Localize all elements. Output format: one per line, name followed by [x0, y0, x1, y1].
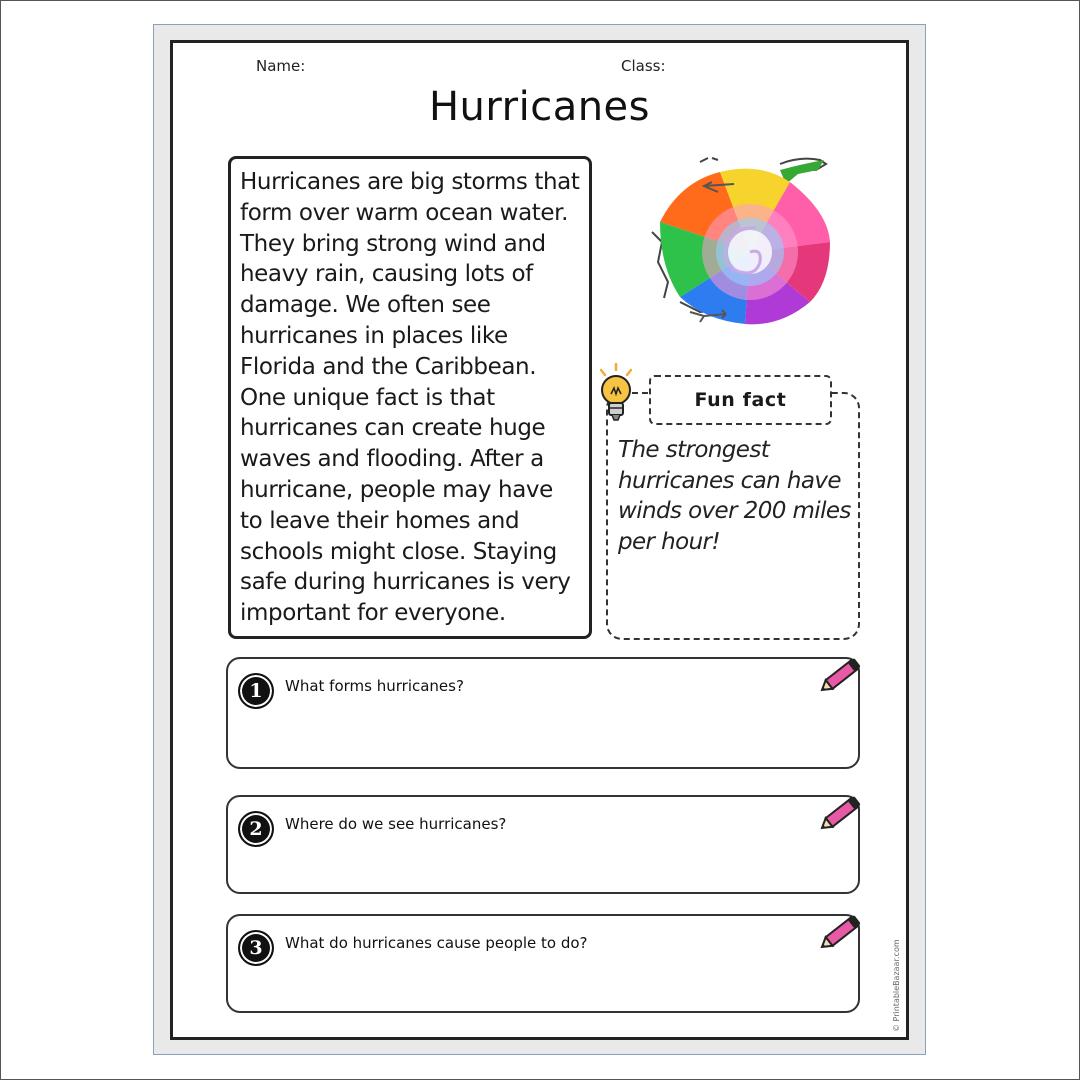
question-box-2[interactable] — [226, 795, 860, 894]
class-label: Class: — [621, 57, 666, 75]
reading-passage — [228, 156, 592, 639]
fun-fact-text: The strongest hurricanes can have winds over 200 miles per hour! — [618, 437, 851, 555]
question-text: What forms hurricanes? — [285, 677, 464, 695]
pencil-icon — [816, 651, 868, 699]
question-number-badge: 1 — [238, 673, 274, 709]
hurricane-illustration — [640, 152, 850, 332]
question-number-badge: 2 — [238, 811, 274, 847]
question-text: What do hurricanes cause people to do? — [285, 934, 588, 952]
fun-fact-label: Fun fact — [649, 375, 832, 425]
page-title: Hurricanes — [428, 84, 651, 130]
question-number-badge: 3 — [238, 930, 274, 966]
question-box-1[interactable] — [226, 657, 860, 769]
passage-text: Hurricanes are big storms that form over warm ocean water. They bring strong wind and heavy rain, causing lots of damage. We often see hurricanes in places like Florida and the Caribbean. One unique fact is that hurricanes can create huge waves and flooding. After a hurricane, people may have to leave their homes and schools might close. Staying safe during hurricanes is very important for everyone. — [240, 169, 580, 627]
lightbulb-icon — [593, 362, 639, 424]
question-box-3[interactable] — [226, 914, 860, 1013]
pencil-icon — [816, 789, 868, 837]
pencil-icon — [816, 908, 868, 956]
copyright-watermark: © PrintableBazaar.com — [892, 939, 901, 1032]
question-text: Where do we see hurricanes? — [285, 815, 507, 833]
name-label: Name: — [256, 57, 306, 75]
